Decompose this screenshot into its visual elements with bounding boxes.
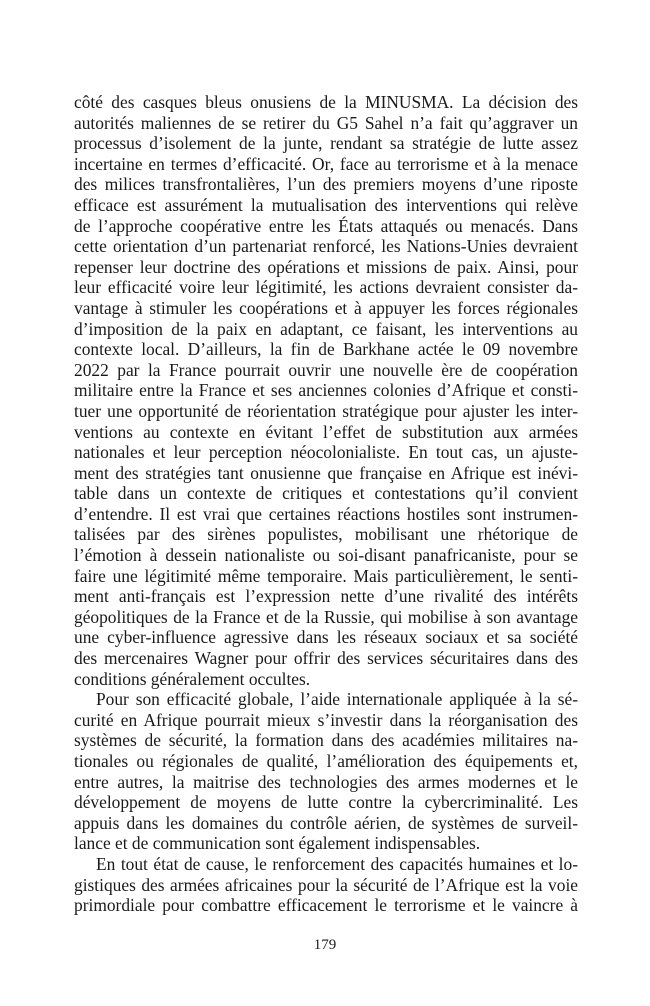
text-line: lance et de communication sont également indispensables.	[74, 833, 481, 854]
text-line: des milices transfrontalières, l’un des premiers moyens d’une riposte	[74, 174, 578, 195]
text-line: tionales ou régionales de qualité, l’amélioration des équipements et,	[74, 751, 578, 771]
text-line: curité en Afrique pourrait mieux s’investir dans la réorganisation des	[74, 709, 578, 730]
text-line: primordiale pour combattre efficacement le terrorisme et le vaincre à	[74, 895, 578, 916]
text-line: incertaine en termes d’efficacité. Or, face au terrorisme et à la menace	[74, 153, 578, 174]
page-body	[74, 92, 578, 916]
text-line: Pour son efficacité globale, l’aide internationale appliquée à la sé-	[96, 689, 578, 710]
text-line: efficace est assurément la mutualisation des interventions qui relève	[74, 194, 578, 215]
text-line: systèmes de sécurité, la formation dans des académies militaires na-	[74, 730, 578, 751]
text-line: l’émotion à dessein nationaliste ou soi-disant panafricaniste, pour se	[74, 545, 578, 566]
text-line: En tout état de cause, le renforcement des capacités humaines et lo-	[96, 853, 578, 874]
text-line: talisées par des sirènes populistes, mobilisant une rhétorique de	[74, 524, 578, 545]
text-line: processus d’isolement de la junte, rendant sa stratégie de lutte assez	[74, 133, 578, 154]
text-line: d’imposition de la paix en adaptant, ce faisant, les interventions au	[74, 318, 578, 339]
text-line: côté des casques bleus onusiens de la MINUSMA. La décision des	[74, 92, 578, 112]
text-line: leur efficacité voire leur légitimité, les actions devraient consister da-	[74, 277, 578, 298]
text-line: repenser leur doctrine des opérations et missions de paix. Ainsi, pour	[74, 256, 578, 277]
text-line: table dans un contexte de critiques et contestations qu’il convient	[74, 483, 578, 504]
paragraph	[74, 854, 578, 916]
text-line: 2022 par la France pourrait ouvrir une nouvelle ère de coopération	[74, 359, 578, 380]
text-line: nationales et leur perception néocolonialiste. En tout cas, un ajuste-	[74, 442, 578, 463]
text-line: autorités maliennes de se retirer du G5 Sahel n’a fait qu’aggraver un	[74, 112, 578, 133]
text-line: vantage à stimuler les coopérations et à appuyer les forces régionales	[74, 297, 578, 318]
text-line: ment anti-français est l’expression nette d’une rivalité des intérêts	[74, 586, 578, 607]
text-line: géopolitiques de la France et de la Russie, qui mobilise à son avantage	[74, 606, 578, 627]
text-line: une cyber-influence agressive dans les réseaux sociaux et sa société	[74, 627, 578, 648]
text-line: développement de moyens de lutte contre la cybercriminalité. Les	[74, 792, 578, 813]
text-line: d’entendre. Il est vrai que certaines réactions hostiles sont instrumen-	[74, 503, 578, 524]
text-line: des mercenaires Wagner pour offrir des services sécuritaires dans des	[74, 648, 578, 669]
text-line: cette orientation d’un partenariat renforcé, les Nations-Unies devraient	[74, 236, 578, 257]
text-line: de l’approche coopérative entre les États attaqués ou menacés. Dans	[74, 215, 578, 236]
paragraph	[74, 689, 578, 854]
text-line: gistiques des armées africaines pour la sécurité de l’Afrique est la voie	[74, 874, 578, 895]
text-line: ment des stratégies tant onusienne que française en Afrique est inévi-	[74, 462, 578, 483]
page-number: 179	[313, 937, 337, 953]
text-line: contexte local. D’ailleurs, la fin de Barkhane actée le 09 novembre	[74, 339, 578, 360]
text-line: ventions au contexte en évitant l’effet de substitution aux armées	[74, 421, 578, 442]
text-line: conditions généralement occultes.	[74, 668, 311, 689]
text-line: tuer une opportunité de réorientation stratégique pour ajuster les inter-	[74, 400, 578, 421]
text-line: militaire entre la France et ses anciennes colonies d’Afrique et consti-	[74, 380, 578, 401]
text-line: entre autres, la maitrise des technologies des armes modernes et le	[74, 771, 578, 792]
text-line: appuis dans les domaines du contrôle aérien, de systèmes de surveil-	[74, 812, 578, 833]
text-line: faire une légitimité même temporaire. Mais particulièrement, le senti-	[74, 565, 578, 586]
paragraph	[74, 92, 578, 689]
